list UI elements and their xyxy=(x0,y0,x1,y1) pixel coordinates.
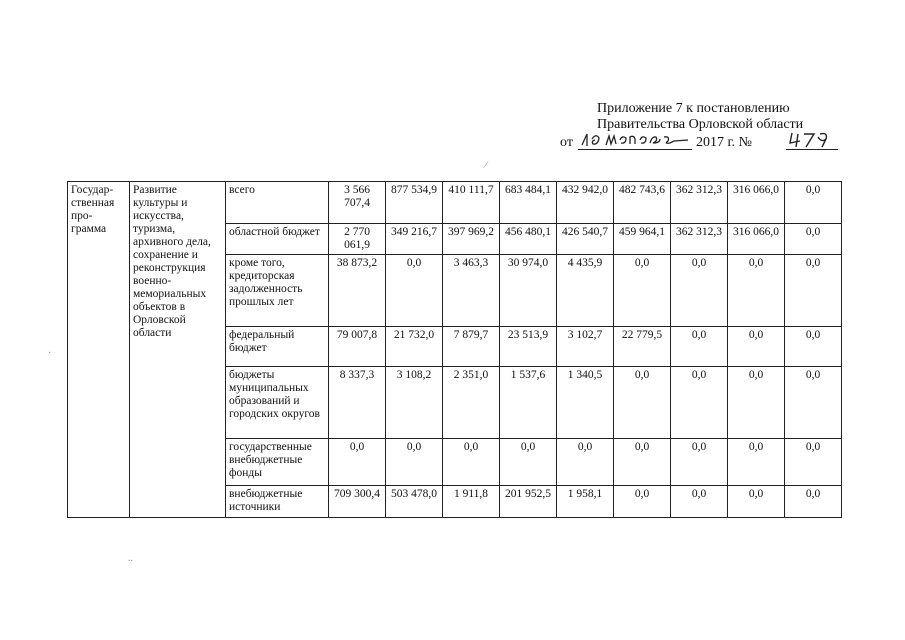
value-cell: 0,0 xyxy=(443,439,500,486)
year-number-label: 2017 г. № xyxy=(696,135,753,150)
resolution-date-line xyxy=(560,133,860,153)
source-label-cell: государственные внебюджетные фонды xyxy=(226,439,329,486)
value-cell: 0,0 xyxy=(785,327,842,367)
value-cell: 0,0 xyxy=(728,327,785,367)
value-cell: 22 779,5 xyxy=(614,327,671,367)
value-cell: 0,0 xyxy=(614,486,671,518)
value-cell: 877 534,9 xyxy=(386,182,443,224)
value-cell: 0,0 xyxy=(614,255,671,327)
scan-speck: · xyxy=(48,348,52,359)
value-cell: 0,0 xyxy=(671,367,728,439)
value-cell: 8 337,3 xyxy=(329,367,386,439)
from-label: от xyxy=(560,135,573,150)
value-cell: 0,0 xyxy=(329,439,386,486)
value-cell: 1 340,5 xyxy=(557,367,614,439)
handwritten-number xyxy=(786,131,838,150)
value-cell: 0,0 xyxy=(785,255,842,327)
value-cell: 503 478,0 xyxy=(386,486,443,518)
value-cell: 0,0 xyxy=(671,327,728,367)
value-cell: 0,0 xyxy=(728,486,785,518)
source-label-cell: кроме того, кредиторская задолженность прошлых лет xyxy=(226,255,329,327)
value-cell: 0,0 xyxy=(728,255,785,327)
resolution-header xyxy=(560,101,860,153)
program-funding-table xyxy=(67,181,842,518)
value-cell: 316 066,0 xyxy=(728,182,785,224)
appendix-title: Приложение 7 к постановлению xyxy=(597,101,790,116)
value-cell: 709 300,4 xyxy=(329,486,386,518)
scan-speck: .. xyxy=(128,553,133,564)
value-cell: 0,0 xyxy=(671,486,728,518)
value-cell: 23 513,9 xyxy=(500,327,557,367)
value-cell: 482 743,6 xyxy=(614,182,671,224)
scan-speck: ∕ xyxy=(485,160,487,171)
program-name-cell: Развитие культуры и искусства, туризма, архивного дела, сохранение и реконструкция военно-мемориальных объектов в Орловской области xyxy=(130,182,226,518)
value-cell: 349 216,7 xyxy=(386,224,443,255)
value-cell: 0,0 xyxy=(386,255,443,327)
value-cell: 7 879,7 xyxy=(443,327,500,367)
value-cell: 79 007,8 xyxy=(329,327,386,367)
value-cell: 0,0 xyxy=(785,367,842,439)
value-cell: 456 480,1 xyxy=(500,224,557,255)
value-cell: 0,0 xyxy=(500,439,557,486)
value-cell: 362 312,3 xyxy=(671,224,728,255)
value-cell: 3 108,2 xyxy=(386,367,443,439)
value-cell: 1 958,1 xyxy=(557,486,614,518)
handwritten-date xyxy=(578,131,692,150)
value-cell: 2 770 061,9 xyxy=(329,224,386,255)
value-cell: 0,0 xyxy=(785,439,842,486)
value-cell: 432 942,0 xyxy=(557,182,614,224)
value-cell: 410 111,7 xyxy=(443,182,500,224)
value-cell: 0,0 xyxy=(557,439,614,486)
value-cell: 30 974,0 xyxy=(500,255,557,327)
value-cell: 0,0 xyxy=(386,439,443,486)
value-cell: 4 435,9 xyxy=(557,255,614,327)
value-cell: 0,0 xyxy=(785,486,842,518)
value-cell: 0,0 xyxy=(785,224,842,255)
value-cell: 38 873,2 xyxy=(329,255,386,327)
value-cell: 201 952,5 xyxy=(500,486,557,518)
value-cell: 683 484,1 xyxy=(500,182,557,224)
source-label-cell: федеральный бюджет xyxy=(226,327,329,367)
value-cell: 0,0 xyxy=(671,439,728,486)
value-cell: 3 566 707,4 xyxy=(329,182,386,224)
source-label-cell: бюджеты муниципальных образований и городских округов xyxy=(226,367,329,439)
value-cell: 0,0 xyxy=(614,439,671,486)
value-cell: 426 540,7 xyxy=(557,224,614,255)
value-cell: 1 537,6 xyxy=(500,367,557,439)
source-label-cell: всего xyxy=(226,182,329,224)
value-cell: 0,0 xyxy=(785,182,842,224)
value-cell: 397 969,2 xyxy=(443,224,500,255)
row-type-cell: Государ-ственная про-грамма xyxy=(68,182,130,518)
value-cell: 459 964,1 xyxy=(614,224,671,255)
value-cell: 0,0 xyxy=(728,439,785,486)
government-title: Правительства Орловской области xyxy=(597,117,804,132)
value-cell: 0,0 xyxy=(728,367,785,439)
value-cell: 1 911,8 xyxy=(443,486,500,518)
value-cell: 3 102,7 xyxy=(557,327,614,367)
value-cell: 362 312,3 xyxy=(671,182,728,224)
value-cell: 0,0 xyxy=(671,255,728,327)
source-label-cell: областной бюджет xyxy=(226,224,329,255)
value-cell: 0,0 xyxy=(614,367,671,439)
value-cell: 2 351,0 xyxy=(443,367,500,439)
value-cell: 3 463,3 xyxy=(443,255,500,327)
value-cell: 316 066,0 xyxy=(728,224,785,255)
value-cell: 21 732,0 xyxy=(386,327,443,367)
source-label-cell: внебюджетные источники xyxy=(226,486,329,518)
table-row-total xyxy=(68,182,842,224)
